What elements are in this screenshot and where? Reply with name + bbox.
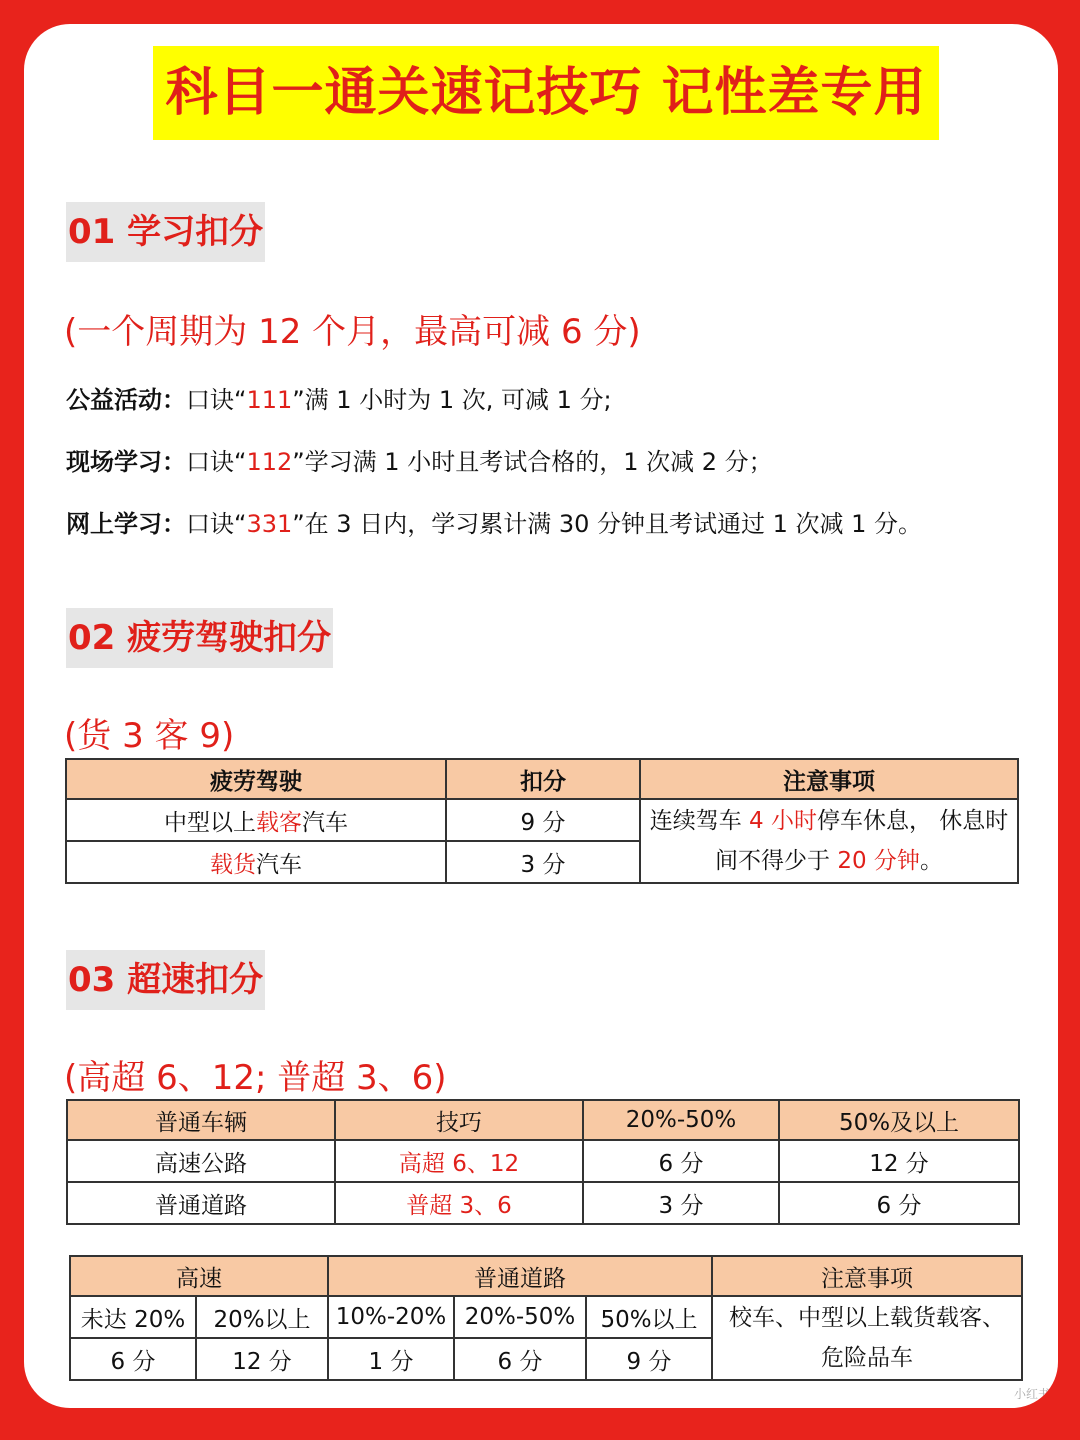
table-header: 疲劳驾驶 [66,759,446,799]
table-cell: 高超 6、12 [335,1140,583,1182]
rule-onsite-study: 现场学习：口诀“112”学习满 1 小时且考试合格的，1 次减 2 分； [66,448,773,476]
table-cell: 未达 20% [70,1296,196,1338]
table-cell: 20%以上 [196,1296,328,1338]
section-02-subtitle: (货 3 客 9) [64,716,235,756]
section-01-heading: 01 学习扣分 [66,202,265,262]
table-header: 注意事项 [712,1256,1022,1296]
table-cell: 12 分 [779,1140,1019,1182]
page-card [24,24,1058,1408]
table-cell: 6 分 [70,1338,196,1380]
fatigue-table [65,758,1019,884]
table-note-cell: 校车、中型以上载货载客、 危险品车 [712,1296,1022,1380]
table-cell: 普超 3、6 [335,1182,583,1224]
table-cell: 3 分 [583,1182,779,1224]
table-cell: 普通道路 [67,1182,335,1224]
rule-public-activity: 公益活动：口诀“111”满 1 小时为 1 次, 可减 1 分; [66,386,612,414]
mnemonic-code: 331 [246,510,293,538]
title-banner [153,46,939,140]
rule-label: 公益活动： [66,386,186,414]
table-cell: 高速公路 [67,1140,335,1182]
watermark: 小红书 [1013,1387,1050,1401]
table-cell: 10%-20% [328,1296,454,1338]
mnemonic-code: 112 [246,448,293,476]
table-cell: 20%-50% [454,1296,586,1338]
section-02-heading: 02 疲劳驾驶扣分 [66,608,333,668]
table-header: 注意事项 [640,759,1018,799]
mnemonic-code: 111 [246,386,293,414]
table-note-cell: 连续驾车 4 小时停车休息， 休息时 间不得少于 20 分钟。 [640,799,1018,883]
section-03-heading: 03 超速扣分 [66,950,265,1010]
table-cell: 6 分 [779,1182,1019,1224]
table-cell: 9 分 [446,799,640,841]
section-03-subtitle: (高超 6、12; 普超 3、6) [64,1058,447,1098]
table-header: 20%-50% [583,1100,779,1140]
speeding-detail-table [69,1255,1023,1381]
page-title: 科目一通关速记技巧 记性差专用 [165,63,927,123]
speeding-table [66,1099,1020,1225]
table-cell: 1 分 [328,1338,454,1380]
table-header: 扣分 [446,759,640,799]
rule-label: 现场学习： [66,448,186,476]
table-cell: 中型以上载客汽车 [66,799,446,841]
rule-online-study: 网上学习：口诀“331”在 3 日内，学习累计满 30 分钟且考试通过 1 次减 1 分。 [66,510,923,538]
table-header: 50%及以上 [779,1100,1019,1140]
table-cell: 6 分 [454,1338,586,1380]
rule-label: 网上学习： [66,510,186,538]
table-cell: 50%以上 [586,1296,712,1338]
table-cell: 9 分 [586,1338,712,1380]
section-01-subtitle: (一个周期为 12 个月，最高可减 6 分) [64,312,641,352]
table-header: 高速 [70,1256,328,1296]
table-cell: 载货汽车 [66,841,446,883]
table-header: 普通车辆 [67,1100,335,1140]
table-cell: 6 分 [583,1140,779,1182]
table-cell: 3 分 [446,841,640,883]
table-header: 普通道路 [328,1256,712,1296]
table-cell: 12 分 [196,1338,328,1380]
table-header: 技巧 [335,1100,583,1140]
